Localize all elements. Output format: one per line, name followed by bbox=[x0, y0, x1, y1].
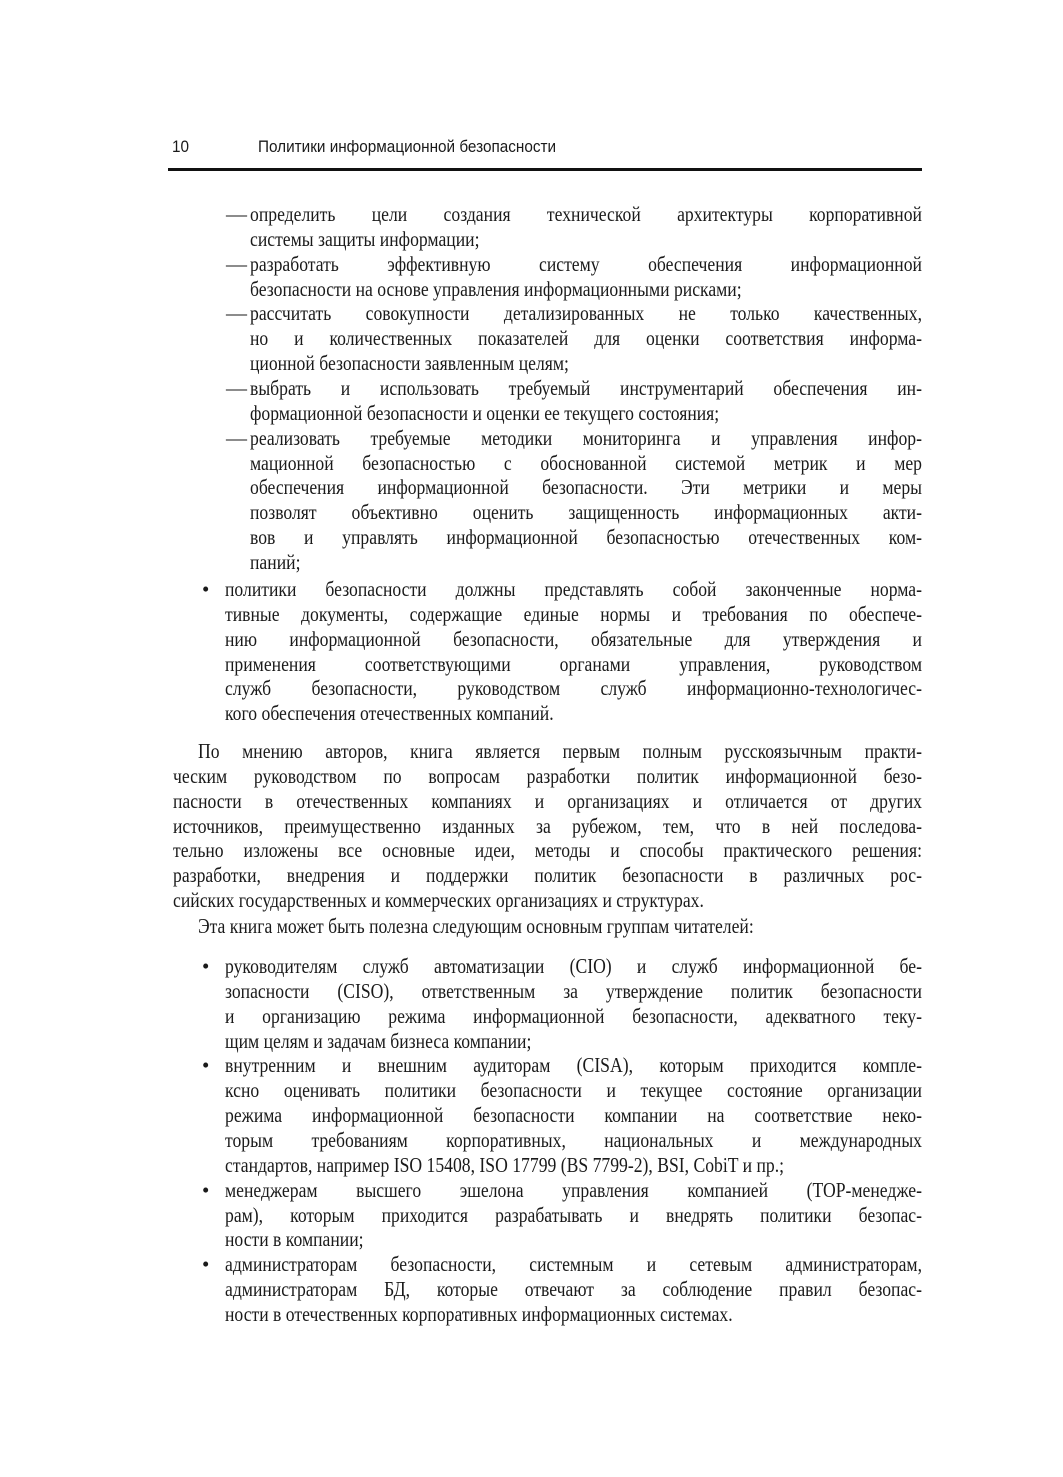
list-item-line: но и количественных показателей для оценки соответствия информа- bbox=[250, 326, 922, 351]
page-number: 10 bbox=[172, 137, 190, 156]
list-item-line: рам), которым приходится разрабатывать и внедрять политики безопас- bbox=[225, 1202, 922, 1227]
list-item-line: щим целям и задачам бизнеса компании; bbox=[225, 1028, 532, 1053]
bullet-icon: • bbox=[202, 577, 210, 601]
dash-marker-icon: — bbox=[226, 251, 247, 276]
list-item-line: менеджерам высшего эшелона управления компанией (TOP-менедже- bbox=[225, 1177, 922, 1202]
list-item-line: администраторам БД, которые отвечают за соблюдение правил безопас- bbox=[225, 1277, 922, 1302]
list-item-line: ционной безопасности заявленным целям; bbox=[250, 351, 569, 376]
dash-marker-icon: — bbox=[226, 301, 247, 326]
list-item-line: системы защиты информации; bbox=[250, 226, 480, 251]
dash-marker-icon: — bbox=[226, 202, 247, 226]
paragraph-line: пасности в отечественных компаниях и организациях и отличается от других bbox=[173, 788, 922, 813]
list-item-line: стандартов, например ISO 15408, ISO 17799 (BS 7799-2), BSI, CobiT и пр.; bbox=[225, 1152, 784, 1177]
paragraph-line: По мнению авторов, книга является первым полным русскоязычным практи- bbox=[198, 739, 922, 763]
list-item-line: служб безопасности, руководством служб информационно-технологичес- bbox=[225, 676, 922, 701]
list-item-line: руководителям служб автоматизации (CIO) и служб информационной бе- bbox=[225, 954, 922, 978]
list-item-line: режима информационной безопасности компании на соответствие неко- bbox=[225, 1103, 922, 1128]
list-item-line: политики безопасности должны представлять собой законченные норма- bbox=[225, 577, 922, 601]
bullet-icon: • bbox=[202, 1177, 210, 1202]
list-item-line: вов и управлять информационной безопасностью отечественных ком- bbox=[250, 525, 922, 550]
paragraph-line: ческим руководством по вопросам разработки политик информационной безо- bbox=[173, 763, 922, 788]
list-item-line: нию информационной безопасности, обязательные для утверждения и bbox=[225, 626, 922, 651]
bullet-icon: • bbox=[202, 1252, 210, 1277]
dash-marker-icon: — bbox=[226, 425, 247, 450]
list-item-line: ксно оценивать политики безопасности и текущее состояние организации bbox=[225, 1078, 922, 1103]
dash-marker-icon: — bbox=[226, 375, 247, 400]
list-item-line: выбрать и использовать требуемый инструментарий обеспечения ин- bbox=[250, 375, 922, 400]
list-item-line: применения соответствующими органами управления, руководством bbox=[225, 651, 922, 676]
list-item-line: обеспечения информационной безопасности. Эти метрики и меры bbox=[250, 475, 922, 500]
list-item-line: рассчитать совокупности детализированных не только качественных, bbox=[250, 301, 922, 326]
list-item-line: определить цели создания технической архитектуры корпоративной bbox=[250, 202, 922, 226]
list-item-line: администраторам безопасности, системным и сетевым администраторам, bbox=[225, 1252, 922, 1277]
list-item-line: и организацию режима информационной безопасности, адекватного теку- bbox=[225, 1003, 922, 1028]
list-item-line: кого обеспечения отечественных компаний. bbox=[225, 701, 554, 726]
list-item-line: формационной безопасности и оценки ее текущего состояния; bbox=[250, 400, 720, 425]
paragraph-line: тельно изложены все основные идеи, методы и способы практического решения: bbox=[173, 838, 922, 863]
list-item-line: ности в отечественных корпоративных информационных системах. bbox=[225, 1301, 733, 1326]
paragraph-line: источников, преимущественно изданных за рубежом, тем, что в ней последова- bbox=[173, 813, 922, 838]
list-item-line: мационной безопасностью с обоснованной системой метрик и мер bbox=[250, 450, 922, 475]
list-item-line: ности в компании; bbox=[225, 1227, 364, 1252]
list-item-line: тивные документы, содержащие единые нормы и требования по обеспече- bbox=[225, 601, 922, 626]
list-item-line: торым требованиям корпоративных, национальных и международных bbox=[225, 1127, 922, 1152]
paragraph-line: сийских государственных и коммерческих организациях и структурах. bbox=[173, 888, 704, 913]
list-item-line: реализовать требуемые методики мониторинга и управления инфор- bbox=[250, 425, 922, 450]
bullet-icon: • bbox=[202, 1053, 210, 1078]
paragraph-line: разработки, внедрения и поддержки политик безопасности в различных рос- bbox=[173, 863, 922, 888]
list-item-line: внутренним и внешним аудиторам (CISA), которым приходится компле- bbox=[225, 1053, 922, 1078]
list-item-line: позволят объективно оценить защищенность информационных акти- bbox=[250, 500, 922, 525]
list-item-line: разработать эффективную систему обеспечения информационной bbox=[250, 251, 922, 276]
bullet-icon: • bbox=[202, 954, 210, 978]
list-item-line: безопасности на основе управления информационными рисками; bbox=[250, 276, 742, 301]
running-title: Политики информационной безопасности bbox=[258, 137, 557, 156]
list-item-line: зопасности (CISO), ответственным за утверждение политик безопасности bbox=[225, 978, 922, 1003]
paragraph-line: Эта книга может быть полезна следующим основным группам читателей: bbox=[198, 914, 754, 938]
header-rule bbox=[168, 168, 922, 171]
list-item-line: паний; bbox=[250, 549, 301, 574]
